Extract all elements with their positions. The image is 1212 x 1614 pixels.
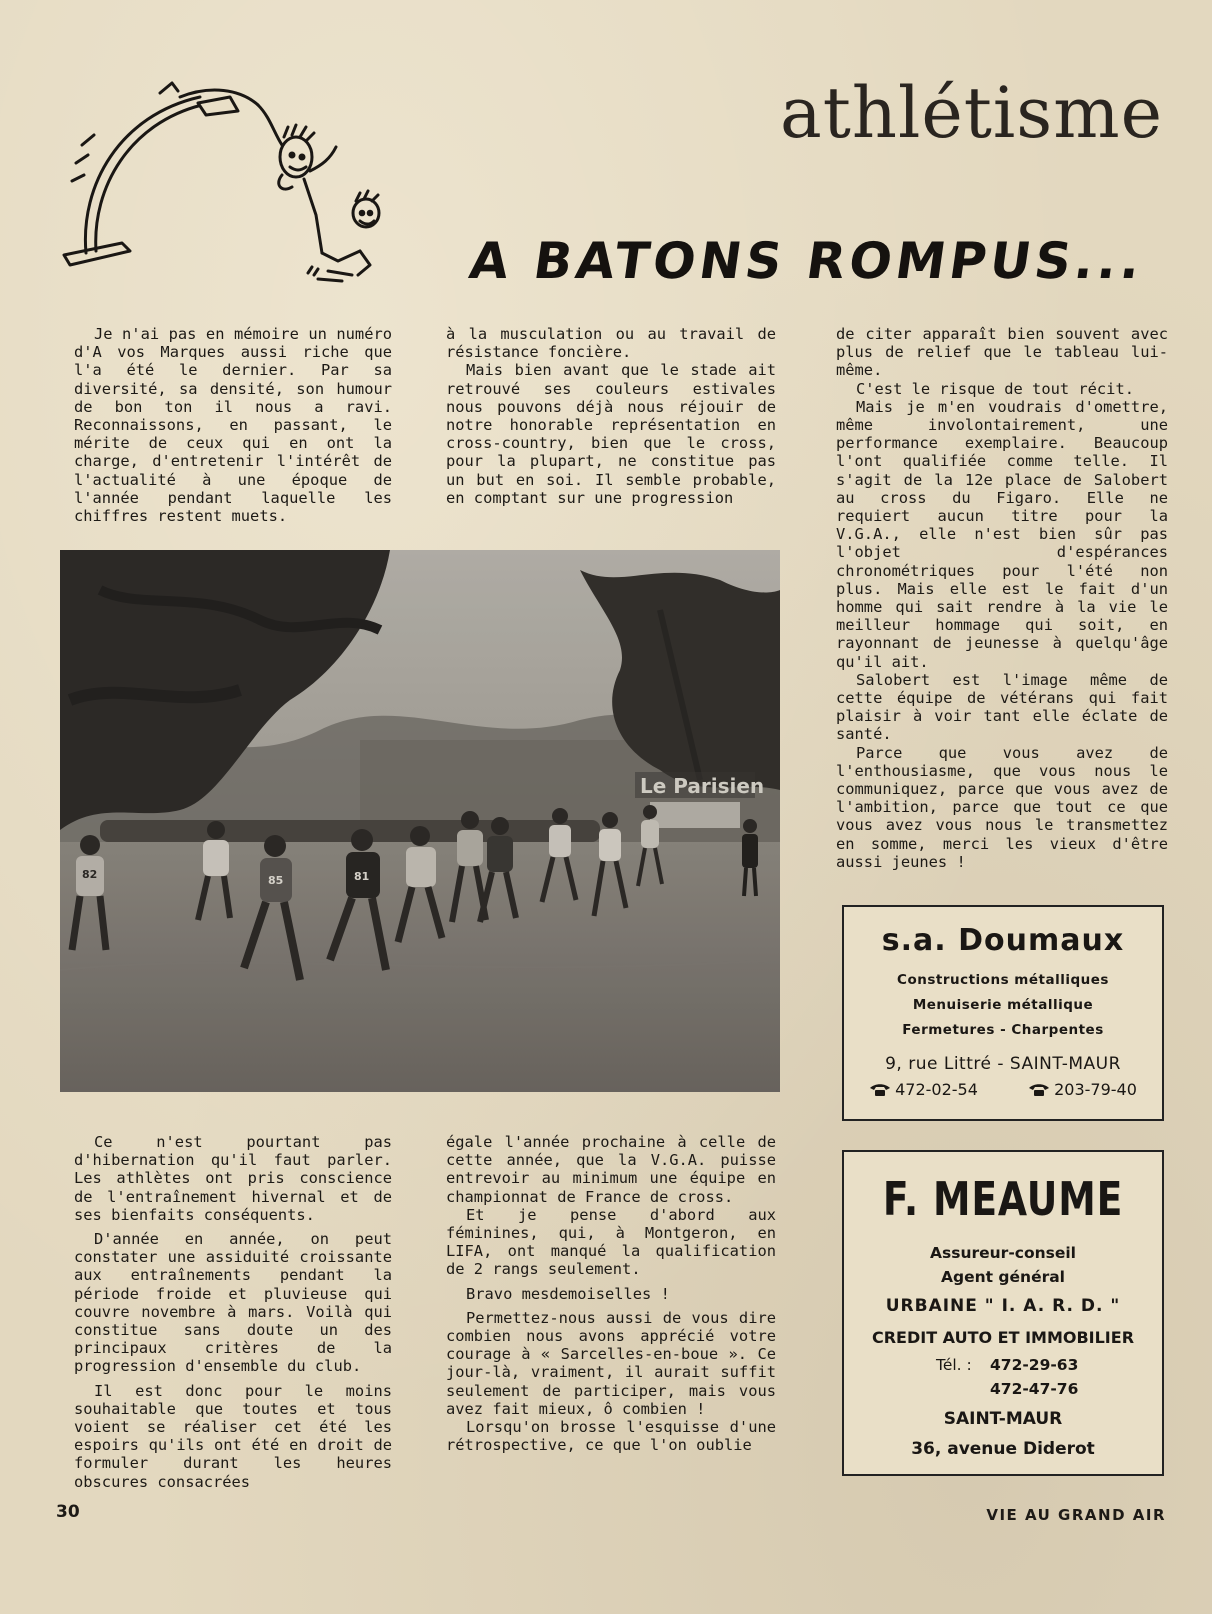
ad-address: 9, rue Littré - SAINT-MAUR xyxy=(885,1054,1121,1074)
article-column-2-top xyxy=(446,325,776,507)
magazine-name: VIE AU GRAND AIR xyxy=(986,1506,1166,1524)
ad-line: Menuiserie métallique xyxy=(912,997,1094,1013)
paragraph: D'année en année, on peut constater une assiduité croissante aux entraînements pendant la période froide et pluvieuse qui couvre novembre à mars. Voilà qui constitue sans doute un des principaux critères de la progression d'ensemble du club. xyxy=(74,1230,392,1376)
telephone-icon xyxy=(1028,1083,1050,1097)
paragraph: égale l'année prochaine à celle de cette année, que la V.G.A. puisse entrevoir au minimum une équipe en championnat de France de cross. xyxy=(446,1133,776,1206)
paragraph: Mais bien avant que le stade ait retrouvé ses couleurs estivales nous pouvons déjà nous réjouir de notre honorable représentation en cross-country, bien que le cross, pour la plupart, ne constitue pas un but en soi. Il semble probable, en comptant sur une progression xyxy=(446,361,776,507)
bib-number: 82 xyxy=(82,868,98,881)
section-title: athlétisme xyxy=(780,72,1164,154)
paragraph: Il est donc pour le moins souhaitable que toutes et tous voient se réaliser cet été les espoirs qu'ils ont été en droit de formuler durant les heures obscures consacrées xyxy=(74,1381,392,1491)
article-column-2-bottom xyxy=(446,1133,776,1454)
ad-line: URBAINE " I. A. R. D. " xyxy=(885,1296,1121,1316)
tel-label: Tél. : xyxy=(936,1356,972,1374)
ad-brand-name: F. MEAUME xyxy=(882,1172,1124,1226)
ad-phones xyxy=(844,1080,1162,1099)
phone-number: 472-47-76 xyxy=(990,1380,1079,1398)
ad-address: 36, avenue Diderot xyxy=(911,1439,1095,1459)
ad-brand-name: s.a. Doumaux xyxy=(881,923,1125,958)
paragraph: de citer apparaît bien souvent avec plus de relief que le tableau lui-même. xyxy=(836,325,1168,380)
ad-doumaux xyxy=(842,905,1164,1121)
race-photo xyxy=(60,550,780,1092)
ad-line: Agent général xyxy=(940,1268,1065,1286)
phone-number: 472-29-63 xyxy=(990,1356,1079,1374)
paragraph: Je n'ai pas en mémoire un numéro d'A vos Marques aussi riche que l'a été le dernier. Par sa diversité, sa densité, son humour de bon ton il nous a ravi. Reconnaissons, en passant, le mérite de ceux qui en ont la charge, d'entretenir l'intérêt de l'actualité à une époque de l'année pendant laquelle les chiffres restent muets. xyxy=(74,325,392,526)
phone-number: 203-79-40 xyxy=(1054,1080,1137,1099)
ad-meaume xyxy=(842,1150,1164,1476)
phone-entry xyxy=(869,1080,978,1099)
ad-line: Constructions métalliques xyxy=(897,972,1109,988)
phone-number: 472-02-54 xyxy=(895,1080,978,1099)
paragraph: Lorsqu'on brosse l'esquisse d'une rétrospective, ce que l'on oublie xyxy=(446,1418,776,1455)
paragraph: Bravo mesdemoiselles ! xyxy=(466,1284,670,1303)
phone-entry xyxy=(1028,1080,1137,1099)
article-column-3 xyxy=(836,325,1168,871)
bib-number: 85 xyxy=(268,874,284,887)
ad-city: SAINT-MAUR xyxy=(943,1409,1063,1429)
ad-line: CREDIT AUTO ET IMMOBILIER xyxy=(871,1328,1135,1347)
paragraph: Salobert est l'image même de cette équipe de vétérans qui fait plaisir à voir tant elle éclate de santé. xyxy=(836,670,1168,744)
paragraph: C'est le risque de tout récit. xyxy=(856,379,1134,398)
telephone-icon xyxy=(869,1083,891,1097)
article-headline: A BATONS ROMPUS... xyxy=(465,232,1148,290)
paragraph: Mais je m'en voudrais d'omettre, même involontairement, une performance exemplaire. Beaucoup l'ont qualifiée comme telle. Il s'agit de la 12e place de Salobert au cross du Figaro. Elle ne requiert aucun titre pour la V.G.A., elle n'est bien sûr pas l'objet d'espérances chronométriques pour l'été non plus. Mais elle est le fait d'un homme qui sait rendre à la vie le meilleur hommage qui soit, en rayonnant de jeunesse à quelqu'âge qu'il ait. xyxy=(836,397,1168,671)
article-column-1-bottom xyxy=(74,1133,392,1491)
race-photo-drawing xyxy=(60,550,780,1092)
bib-number: 81 xyxy=(354,870,370,883)
ad-line: Assureur-conseil xyxy=(930,1244,1076,1262)
paragraph: Ce n'est pourtant pas d'hibernation qu'il faut parler. Les athlètes ont pris conscience de l'entraînement hivernal et de ses bienfaits conséquents. xyxy=(74,1133,392,1224)
paragraph: Parce que vous avez de l'enthousiasme, que vous nous le communiquez, parce que vous avez de l'ambition, parce que tout ce que vous avez vous nous le transmettez en somme, merci les vieux d'être aussi jeunes ! xyxy=(836,743,1168,871)
banner-text: Le Parisien xyxy=(640,774,765,798)
ad-line: Fermetures - Charpentes xyxy=(902,1022,1104,1038)
pole-vaulter-cartoon xyxy=(60,75,410,290)
paragraph: Et je pense d'abord aux féminines, qui, à Montgeron, en LIFA, ont manqué la qualification de 2 rangs seulement. xyxy=(446,1205,776,1279)
page-number: 30 xyxy=(56,1502,80,1522)
paragraph: à la musculation ou au travail de résistance foncière. xyxy=(446,325,776,362)
ad-phones xyxy=(844,1353,1162,1401)
article-column-1-top xyxy=(74,325,392,525)
paragraph: Permettez-nous aussi de vous dire combien nous avons apprécié votre courage à « Sarcelles-en-boue ». Ce jour-là, vraiment, il aurait suffit seulement de participer, mais vous avez fait mieux, ô combien ! xyxy=(446,1308,776,1418)
